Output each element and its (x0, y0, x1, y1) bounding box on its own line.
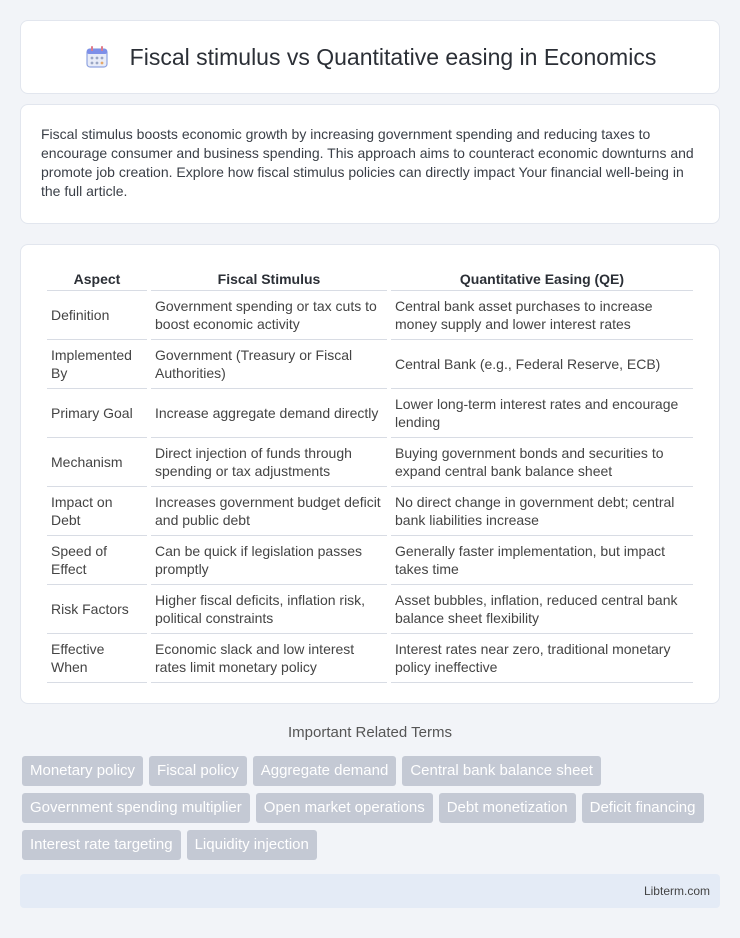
tag-interest-rate-targeting[interactable]: Interest rate targeting (22, 830, 181, 860)
title-card (20, 20, 720, 94)
tag-central-bank-balance-sheet[interactable]: Central bank balance sheet (402, 756, 601, 786)
footer-site-link[interactable]: Libterm.com (643, 884, 710, 898)
table-row (47, 389, 693, 438)
table-header-row (47, 265, 693, 291)
intro-text: Fiscal stimulus boosts economic growth by increasing government spending and reducing taxes to encourage consumer and business spending. This approach aims to counteract economic downturns and promote job creation. Explore how fiscal stimulus policies can directly impact Your financial well-being in the full article. (41, 126, 694, 199)
row-qe: Central bank asset purchases to increase money supply and lower interest rates (391, 291, 693, 340)
table-row (47, 487, 693, 536)
row-aspect: Risk Factors (47, 585, 147, 634)
table-row (47, 536, 693, 585)
row-fiscal: Increases government budget deficit and public debt (151, 487, 387, 536)
header-aspect: Aspect (47, 265, 147, 291)
row-fiscal: Can be quick if legislation passes promptly (151, 536, 387, 585)
tag-deficit-financing[interactable]: Deficit financing (582, 793, 704, 823)
row-aspect: Impact on Debt (47, 487, 147, 536)
row-aspect: Definition (47, 291, 147, 340)
row-fiscal: Government spending or tax cuts to boost economic activity (151, 291, 387, 340)
header-fiscal-stimulus: Fiscal Stimulus (151, 265, 387, 291)
row-aspect: Effective When (47, 634, 147, 683)
row-aspect: Primary Goal (47, 389, 147, 438)
tag-government-spending-multiplier[interactable]: Government spending multiplier (22, 793, 250, 823)
tag-liquidity-injection[interactable]: Liquidity injection (187, 830, 317, 860)
table-row (47, 634, 693, 683)
row-qe: Lower long-term interest rates and encourage lending (391, 389, 693, 438)
table-row (47, 340, 693, 389)
row-qe: Interest rates near zero, traditional monetary policy ineffective (391, 634, 693, 683)
row-qe: Central Bank (e.g., Federal Reserve, ECB) (391, 340, 693, 389)
table-row (47, 438, 693, 487)
comparison-table (43, 265, 697, 683)
tag-aggregate-demand[interactable]: Aggregate demand (253, 756, 397, 786)
row-qe: Buying government bonds and securities to expand central bank balance sheet (391, 438, 693, 487)
calendar-icon (84, 44, 110, 70)
tag-debt-monetization[interactable]: Debt monetization (439, 793, 576, 823)
table-row (47, 585, 693, 634)
row-qe: No direct change in government debt; central bank liabilities increase (391, 487, 693, 536)
header-quantitative-easing: Quantitative Easing (QE) (391, 265, 693, 291)
related-terms-title: Important Related Terms (288, 724, 452, 741)
row-fiscal: Higher fiscal deficits, inflation risk, political constraints (151, 585, 387, 634)
row-fiscal: Direct injection of funds through spending or tax adjustments (151, 438, 387, 487)
row-aspect: Mechanism (47, 438, 147, 487)
page-title: Fiscal stimulus vs Quantitative easing in Economics (129, 43, 657, 70)
tag-monetary-policy[interactable]: Monetary policy (22, 756, 143, 786)
row-qe: Asset bubbles, inflation, reduced central bank balance sheet flexibility (391, 585, 693, 634)
row-fiscal: Increase aggregate demand directly (151, 389, 387, 438)
comparison-table-card (20, 244, 720, 704)
related-terms-list (22, 756, 722, 867)
footer (20, 874, 720, 908)
row-fiscal: Government (Treasury or Fiscal Authorities) (151, 340, 387, 389)
row-qe: Generally faster implementation, but impact takes time (391, 536, 693, 585)
tag-open-market-operations[interactable]: Open market operations (256, 793, 433, 823)
row-fiscal: Economic slack and low interest rates limit monetary policy (151, 634, 387, 683)
table-row (47, 291, 693, 340)
tag-fiscal-policy[interactable]: Fiscal policy (149, 756, 247, 786)
intro-card (20, 104, 720, 224)
row-aspect: Implemented By (47, 340, 147, 389)
row-aspect: Speed of Effect (47, 536, 147, 585)
